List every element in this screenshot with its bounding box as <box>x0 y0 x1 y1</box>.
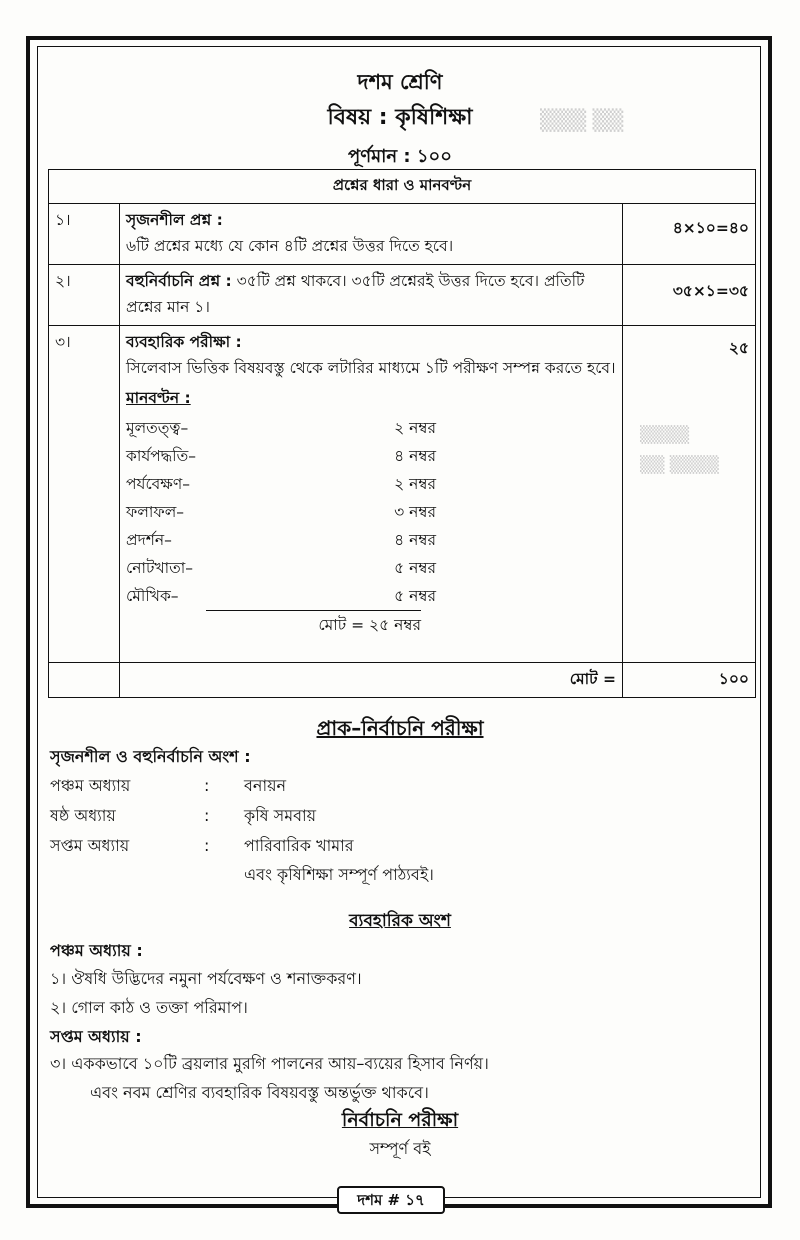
distribution-marks: ৫ নম্বর <box>394 587 436 605</box>
row-text: ৩৫টি প্রশ্ন থাকবে। ৩৫টি প্রশ্নেরই উত্তর দিতে হবে। প্রতিটি প্রশ্নের মান ১। <box>126 272 585 316</box>
distribution-marks: ২ নম্বর <box>394 475 436 493</box>
row-heading: সৃজনশীল প্রশ্ন : <box>126 211 223 229</box>
distribution-item: নোটখাতা– <box>126 559 194 577</box>
table-row <box>49 204 756 265</box>
chapter-colon: : <box>204 776 210 795</box>
page-number: দশম # ১৭ <box>337 1186 445 1214</box>
chapter-row <box>50 833 354 860</box>
distribution-marks: ৪ নম্বর <box>394 531 436 549</box>
row-text: সিলেবাস ভিত্তিক বিষয়বস্তু থেকে লটারির মাধ্যমে ১টি পরীক্ষণ সম্পন্ন করতে হবে। <box>126 359 616 377</box>
practical-item: ১। ঔষধি উদ্ভিদের নমুনা পর্যবেক্ষণ ও শনাক্তকরণ। <box>50 969 362 988</box>
row-number: ২। <box>49 265 120 326</box>
bleed-through-text: ▒▒ ▒▒▒▒ <box>640 455 719 474</box>
row-marks: ৪×১০=৪০ <box>623 204 756 265</box>
practical-item: ২। গোল কাঠ ও তক্তা পরিমাপ। <box>50 998 248 1017</box>
chapter-seven-label: সপ্তম অধ্যায় : <box>50 1027 142 1046</box>
class-title: দশম শ্রেণি <box>357 70 443 94</box>
chapter-row <box>50 803 316 830</box>
table-row <box>49 326 756 663</box>
full-marks: পূর্ণমান : ১০০ <box>348 146 452 167</box>
row-heading: ব্যবহারিক পরীক্ষা : <box>126 333 242 351</box>
pre-test-extra: এবং কৃষিশিক্ষা সম্পূর্ণ পাঠ্যবই। <box>244 865 434 884</box>
selection-test-title: নির্বাচনি পরীক্ষা <box>341 1109 459 1131</box>
distribution-title: মানবণ্টন : <box>126 389 191 407</box>
chapter-name: ষষ্ঠ অধ্যায় <box>50 806 116 825</box>
distribution-list <box>126 414 616 610</box>
pre-test-title: প্রাক–নির্বাচনি পরীক্ষা <box>316 716 484 740</box>
chapter-colon: : <box>204 836 210 855</box>
total-row <box>49 663 756 698</box>
table-row <box>49 265 756 326</box>
bleed-through-text: ▒▒▒ ▒▒ <box>540 108 624 132</box>
distribution-item: মূলতত্ত্ব– <box>126 419 189 437</box>
bleed-through-text: ▒▒▒▒ <box>640 425 690 444</box>
practical-item: ৩। এককভাবে ১০টি ব্রয়লার মুরগি পালনের আয়–ব্যয়ের হিসাব নির্ণয়। <box>50 1054 489 1073</box>
distribution-item: প্রদর্শন– <box>126 531 172 549</box>
pre-test-section: সৃজনশীল ও বহুনির্বাচনি অংশ : <box>50 747 251 766</box>
row-content <box>120 265 623 326</box>
distribution-marks: ৪ নম্বর <box>394 447 436 465</box>
distribution-item: ফলাফল– <box>126 503 184 521</box>
distribution-item: মৌখিক– <box>126 587 179 605</box>
row-number: ৩। <box>49 326 120 663</box>
subject-title: বিষয় : কৃষিশিক্ষা <box>327 105 473 130</box>
distribution-item: পর্যবেক্ষণ– <box>126 475 190 493</box>
selection-test-text: সম্পূর্ণ বই <box>369 1139 431 1158</box>
distribution-subtotal: মোট = ২৫ নম্বর <box>206 610 421 639</box>
distribution-marks: ৫ নম্বর <box>394 559 436 577</box>
total-value: ১০০ <box>623 663 756 698</box>
chapter-name: সপ্তম অধ্যায় <box>50 836 130 855</box>
distribution-marks: ২ নম্বর <box>394 419 436 437</box>
row-content <box>120 326 623 663</box>
chapter-row <box>50 773 286 800</box>
practical-title: ব্যবহারিক অংশ <box>349 911 451 931</box>
row-heading: বহুনির্বাচনি প্রশ্ন : <box>126 272 232 290</box>
chapter-five-label: পঞ্চম অধ্যায় : <box>50 941 143 960</box>
row-marks: ৩৫×১=৩৫ <box>623 265 756 326</box>
row-content <box>120 204 623 265</box>
chapter-topic: পারিবারিক খামার <box>244 836 354 855</box>
row-text: ৬টি প্রশ্নের মধ্যে যে কোন ৪টি প্রশ্নের উত্তর দিতে হবে। <box>126 237 454 255</box>
chapter-topic: কৃষি সমবায় <box>244 806 317 825</box>
chapter-name: পঞ্চম অধ্যায় <box>50 776 131 795</box>
row-marks: ২৫ <box>623 326 756 663</box>
table-title: প্রশ্নের ধারা ও মানবণ্টন <box>49 170 756 204</box>
distribution-item: কার্যপদ্ধতি– <box>126 447 196 465</box>
row-number: ১। <box>49 204 120 265</box>
chapter-colon: : <box>204 806 210 825</box>
distribution-marks: ৩ নম্বর <box>394 503 436 521</box>
marks-distribution-table <box>48 169 756 698</box>
practical-note: এবং নবম শ্রেণির ব্যবহারিক বিষয়বস্তু অন্তর্ভুক্ত থাকবে। <box>90 1083 429 1102</box>
chapter-topic: বনায়ন <box>244 776 287 795</box>
total-label: মোট = <box>120 663 623 698</box>
